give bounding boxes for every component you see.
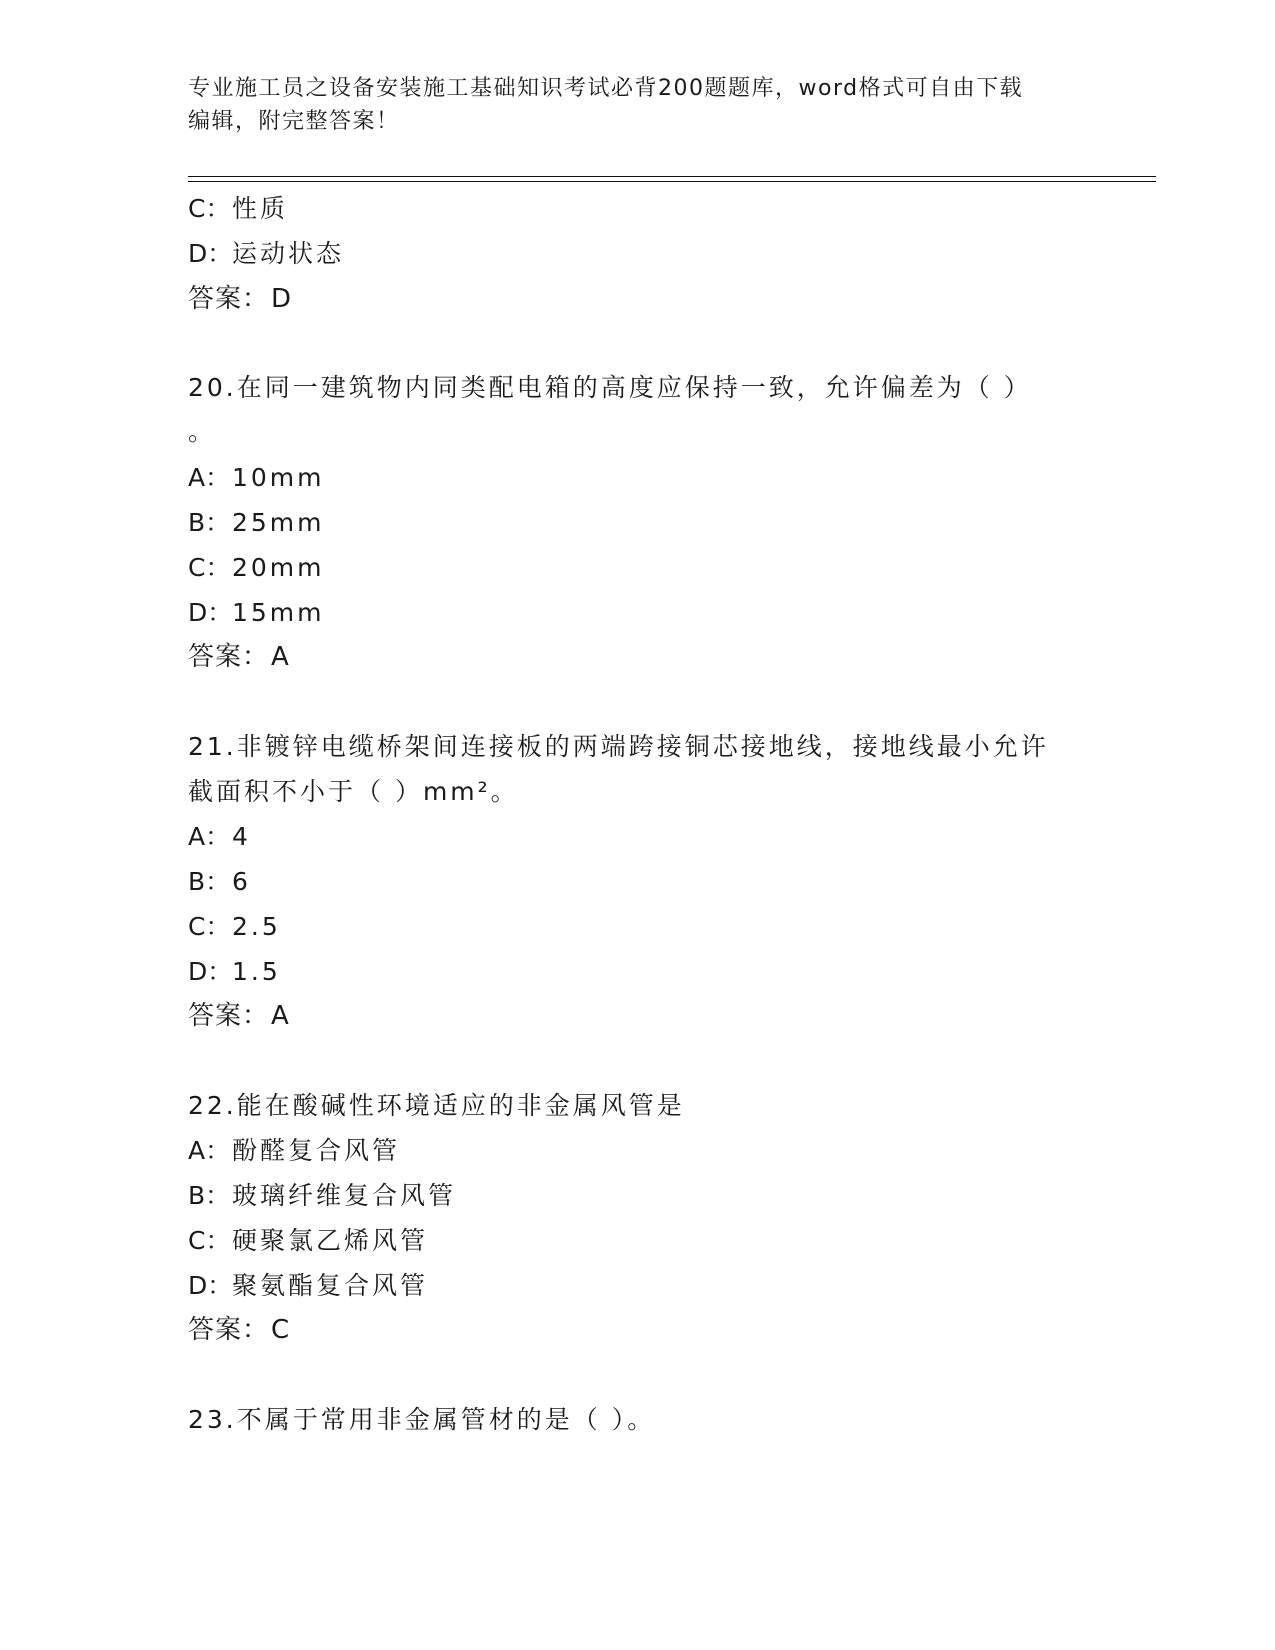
question-20-text-line-2: 。 xyxy=(188,417,217,446)
option-label: D： xyxy=(188,1271,233,1300)
option-text: 玻璃纤维复合风管 xyxy=(232,1181,457,1210)
option-text: 性质 xyxy=(232,194,289,223)
option-text: 4 xyxy=(232,822,251,851)
question-21-option-d xyxy=(188,956,281,988)
question-20-text-line-1: 20.在同一建筑物内同类配电箱的高度应保持一致，允许偏差为（ ） xyxy=(188,373,1032,402)
option-text: 酚醛复合风管 xyxy=(232,1136,401,1165)
answer-label: 答案： xyxy=(188,1001,270,1031)
question-22-text-line-1: 22.能在酸碱性环境适应的非金属风管是 xyxy=(188,1091,685,1120)
prev-answer xyxy=(188,283,292,315)
option-label: C： xyxy=(188,912,231,941)
prev-option-d xyxy=(188,238,344,270)
answer-value: C xyxy=(271,1315,291,1345)
question-21-text-line-2: 截面积不小于（ ）mm²。 xyxy=(188,777,519,806)
option-text: 聚氨酯复合风管 xyxy=(232,1271,429,1300)
option-text: 1.5 xyxy=(232,957,281,986)
option-text: 运动状态 xyxy=(232,239,345,268)
question-20-answer xyxy=(188,641,290,673)
header-divider-bottom xyxy=(188,181,1156,182)
option-label: A： xyxy=(188,463,231,492)
question-20-option-c xyxy=(188,552,325,584)
answer-label: 答案： xyxy=(188,284,270,314)
question-22-option-b xyxy=(188,1180,456,1212)
option-text: 15mm xyxy=(232,598,325,627)
option-label: C： xyxy=(188,1226,231,1255)
option-label: A： xyxy=(188,822,231,851)
answer-value: A xyxy=(271,1001,290,1031)
option-text: 6 xyxy=(232,867,251,896)
answer-label: 答案： xyxy=(188,1315,270,1345)
header-divider-top xyxy=(188,176,1156,177)
option-label: B： xyxy=(188,1181,231,1210)
question-21-option-b xyxy=(188,866,251,898)
header-title-line-1: 专业施工员之设备安装施工基础知识考试必背200题题库，word格式可自由下载 xyxy=(188,76,1024,101)
option-text: 10mm xyxy=(232,463,325,492)
header-title-line-2: 编辑，附完整答案！ xyxy=(188,109,400,134)
option-label: D： xyxy=(188,598,233,627)
question-21-text-line-1: 21.非镀锌电缆桥架间连接板的两端跨接铜芯接地线，接地线最小允许 xyxy=(188,732,1049,761)
answer-value: D xyxy=(271,284,293,314)
question-21-option-c xyxy=(188,911,281,943)
option-label: B： xyxy=(188,867,231,896)
question-22-answer xyxy=(188,1314,290,1346)
option-text: 25mm xyxy=(232,508,325,537)
option-text: 硬聚氯乙烯风管 xyxy=(232,1226,429,1255)
option-label: C： xyxy=(188,194,231,223)
question-20-option-a xyxy=(188,462,325,494)
answer-value: A xyxy=(271,642,290,672)
question-22-option-c xyxy=(188,1225,428,1257)
question-20-option-d xyxy=(188,597,325,629)
question-20-option-b xyxy=(188,507,325,539)
answer-label: 答案： xyxy=(188,642,270,672)
option-label: D： xyxy=(188,239,233,268)
option-text: 2.5 xyxy=(232,912,281,941)
option-label: B： xyxy=(188,508,231,537)
prev-option-c xyxy=(188,193,288,225)
question-22-option-a xyxy=(188,1135,400,1167)
question-22-option-d xyxy=(188,1270,428,1302)
option-label: A： xyxy=(188,1136,231,1165)
document-header xyxy=(188,72,1088,138)
option-label: D： xyxy=(188,957,233,986)
question-23-text-line-1: 23.不属于常用非金属管材的是（ ）。 xyxy=(188,1405,656,1434)
option-text: 20mm xyxy=(232,553,325,582)
question-21-answer xyxy=(188,1000,290,1032)
option-label: C： xyxy=(188,553,231,582)
question-21-option-a xyxy=(188,821,251,853)
